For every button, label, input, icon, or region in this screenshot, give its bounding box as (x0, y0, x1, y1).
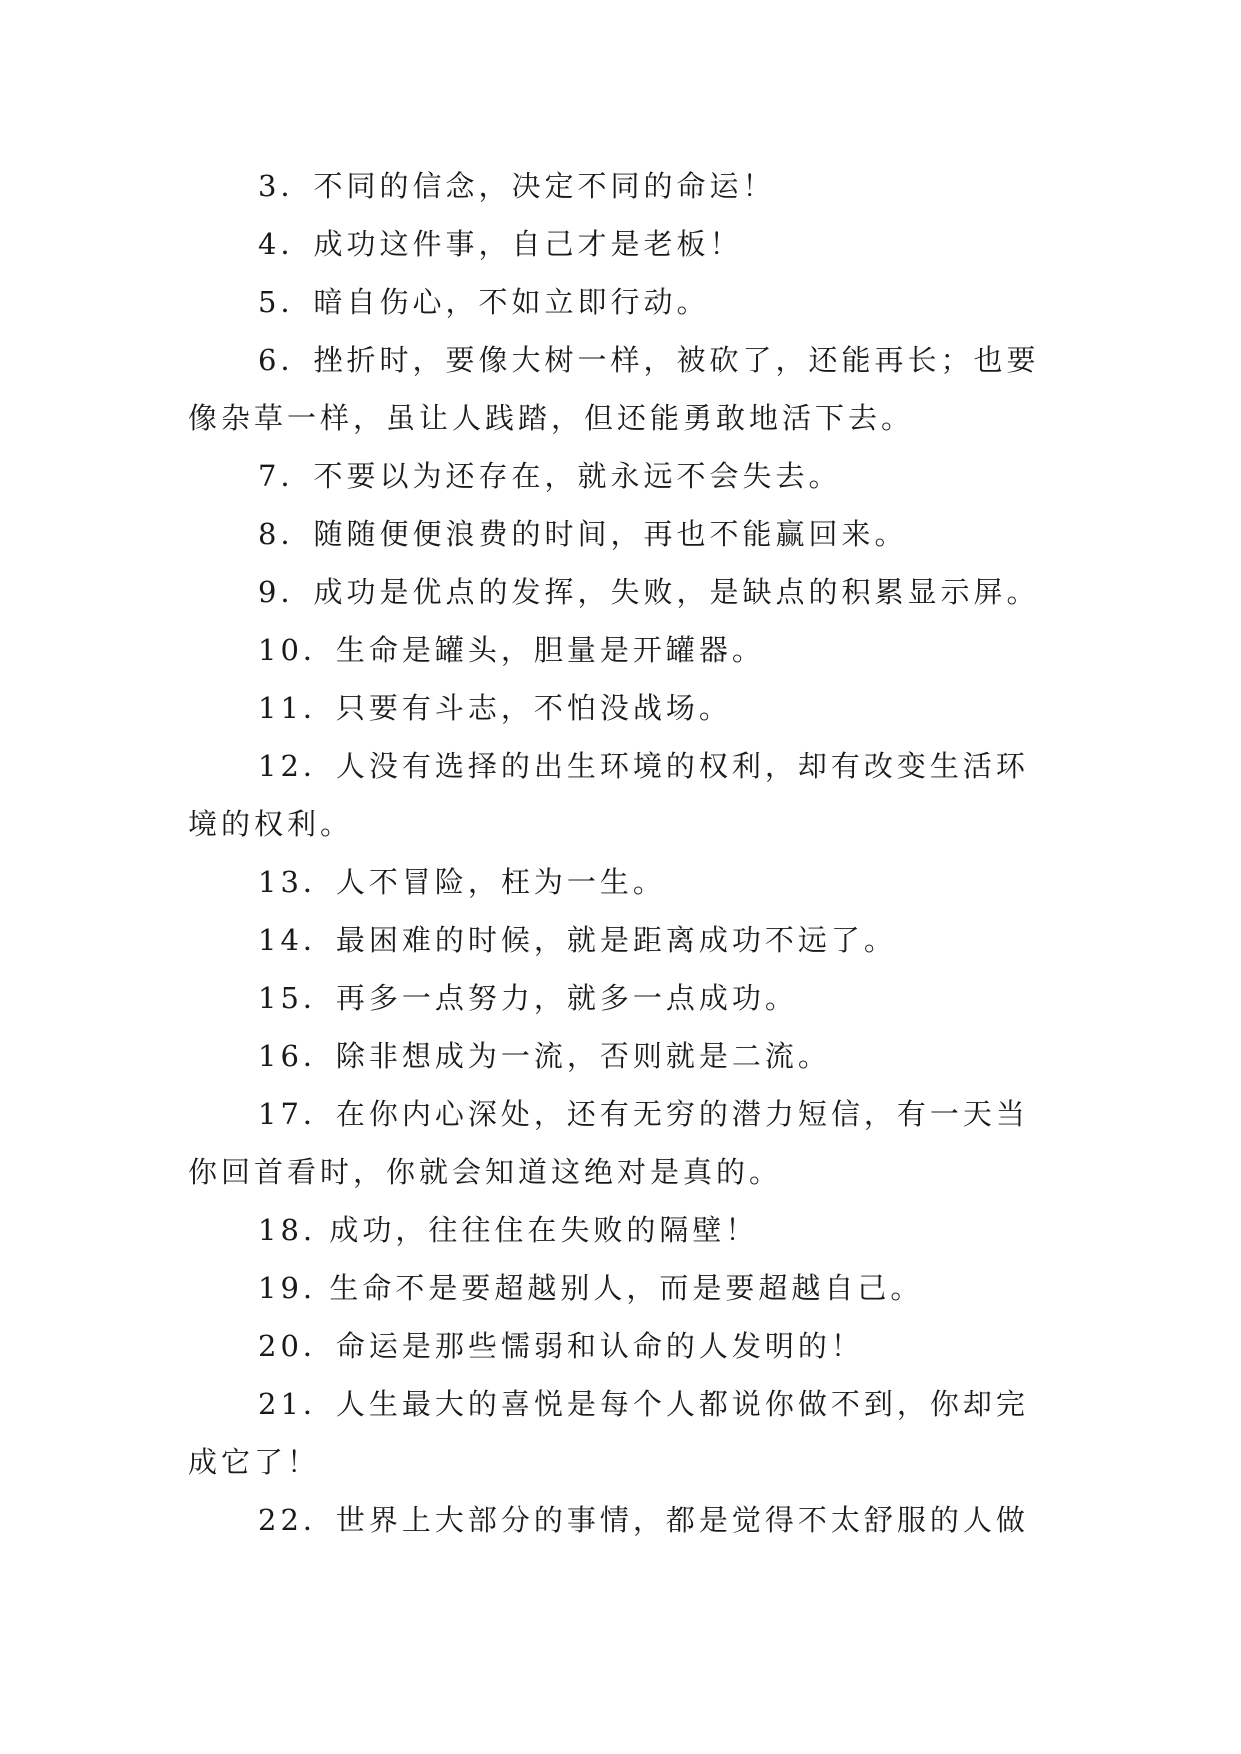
text-line: 境的权利。 (188, 807, 354, 841)
text-line: 21．人生最大的喜悦是每个人都说你做不到，你却完 (258, 1387, 1029, 1421)
text-line: 20．命运是那些懦弱和认命的人发明的！ (258, 1329, 864, 1363)
text-line: 9．成功是优点的发挥，失败，是缺点的积累显示屏。 (258, 575, 1040, 609)
text-line: 8．随随便便浪费的时间，再也不能赢回来。 (258, 517, 908, 551)
text-line: 像杂草一样，虽让人践踏，但还能勇敢地活下去。 (188, 401, 915, 435)
text-line: 12．人没有选择的出生环境的权利，却有改变生活环 (258, 749, 1029, 783)
text-line: 4．成功这件事，自己才是老板！ (258, 227, 743, 261)
text-line: 13．人不冒险，枉为一生。 (258, 865, 666, 899)
text-line: 10．生命是罐头，胆量是开罐器。 (258, 633, 765, 667)
text-line: 11．只要有斗志，不怕没战场。 (258, 691, 732, 725)
text-line: 5．暗自伤心，不如立即行动。 (258, 285, 710, 319)
text-line: 6．挫折时，要像大树一样，被砍了，还能再长；也要 (258, 343, 1040, 377)
text-line: 7．不要以为还存在，就永远不会失去。 (258, 459, 842, 493)
text-line: 15．再多一点努力，就多一点成功。 (258, 981, 798, 1015)
text-line: 你回首看时，你就会知道这绝对是真的。 (188, 1155, 783, 1189)
text-line: 19. 生命不是要超越别人，而是要超越自己。 (258, 1271, 924, 1305)
text-line: 16．除非想成为一流，否则就是二流。 (258, 1039, 831, 1073)
text-line: 22．世界上大部分的事情，都是觉得不太舒服的人做 (258, 1503, 1029, 1537)
text-line: 18. 成功，往往住在失败的隔壁！ (258, 1213, 759, 1247)
text-line: 17．在你内心深处，还有无穷的潜力短信，有一天当 (258, 1097, 1029, 1131)
text-line: 3．不同的信念，决定不同的命运！ (258, 169, 776, 203)
document-body (188, 157, 1060, 1549)
text-line: 成它了！ (188, 1445, 321, 1479)
text-line: 14．最困难的时候，就是距离成功不远了。 (258, 923, 897, 957)
